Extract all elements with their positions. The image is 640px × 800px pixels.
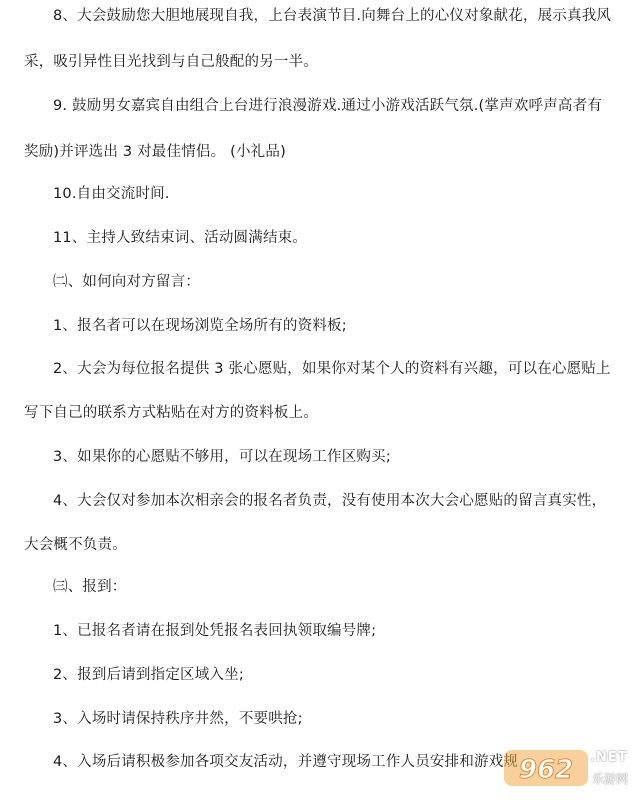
paragraph-line: 9. 鼓励男女嘉宾自由组合上台进行浪漫游戏.通过小游戏活跃气氛.(掌声欢呼声高者有 — [53, 98, 603, 114]
watermark-site-name: 乐游网 — [592, 772, 629, 786]
paragraph-line: 1、已报名者请在报到处凭报名表回执领取编号牌; — [53, 623, 377, 639]
paragraph-line: 4、入场后请积极参加各项交友活动，并遵守现场工作人员安排和游戏规 — [53, 754, 519, 770]
watermark-domain: .NET — [590, 750, 628, 765]
paragraph-line: 1、报名者可以在现场浏览全场所有的资料板; — [53, 318, 347, 334]
section-heading: ㈢、报到： — [53, 579, 127, 595]
paragraph-line: 11、主持人致结束词、活动圆满结束。 — [53, 230, 308, 246]
watermark-logo-icon — [502, 746, 590, 790]
paragraph-line: 写下自己的联系方式粘贴在对方的资料板上。 — [24, 405, 318, 421]
site-watermark — [502, 744, 634, 796]
watermark-logo-text: 962 — [518, 755, 574, 785]
paragraph-line: 4、大会仅对参加本次相亲会的报名者负责，没有使用本次大会心愿贴的留言真实性， — [53, 493, 607, 509]
paragraph-line: 2、报到后请到指定区域入坐; — [53, 667, 244, 683]
section-heading: ㈡、如何向对方留言： — [53, 274, 200, 290]
paragraph-line: 3、如果你的心愿贴不够用，可以在现场工作区购买; — [53, 449, 391, 465]
paragraph-line: 8、大会鼓励您大胆地展现自我，上台表演节目.向舞台上的心仪对象献花，展示真我风 — [53, 8, 612, 24]
paragraph-line: 奖励)并评选出 3 对最佳情侣。 (小礼品) — [24, 144, 286, 160]
paragraph-line: 采，吸引异性目光找到与自己般配的另一半。 — [24, 54, 318, 70]
paragraph-line: 2、大会为每位报名提供 3 张心愿贴，如果你对某个人的资料有兴趣，可以在心愿贴上 — [53, 361, 611, 377]
paragraph-line: 10.自由交流时间. — [53, 186, 170, 202]
paragraph-line: 大会概不负责。 — [24, 537, 127, 553]
paragraph-line: 3、入场时请保持秩序井然，不要哄抢; — [53, 711, 303, 727]
